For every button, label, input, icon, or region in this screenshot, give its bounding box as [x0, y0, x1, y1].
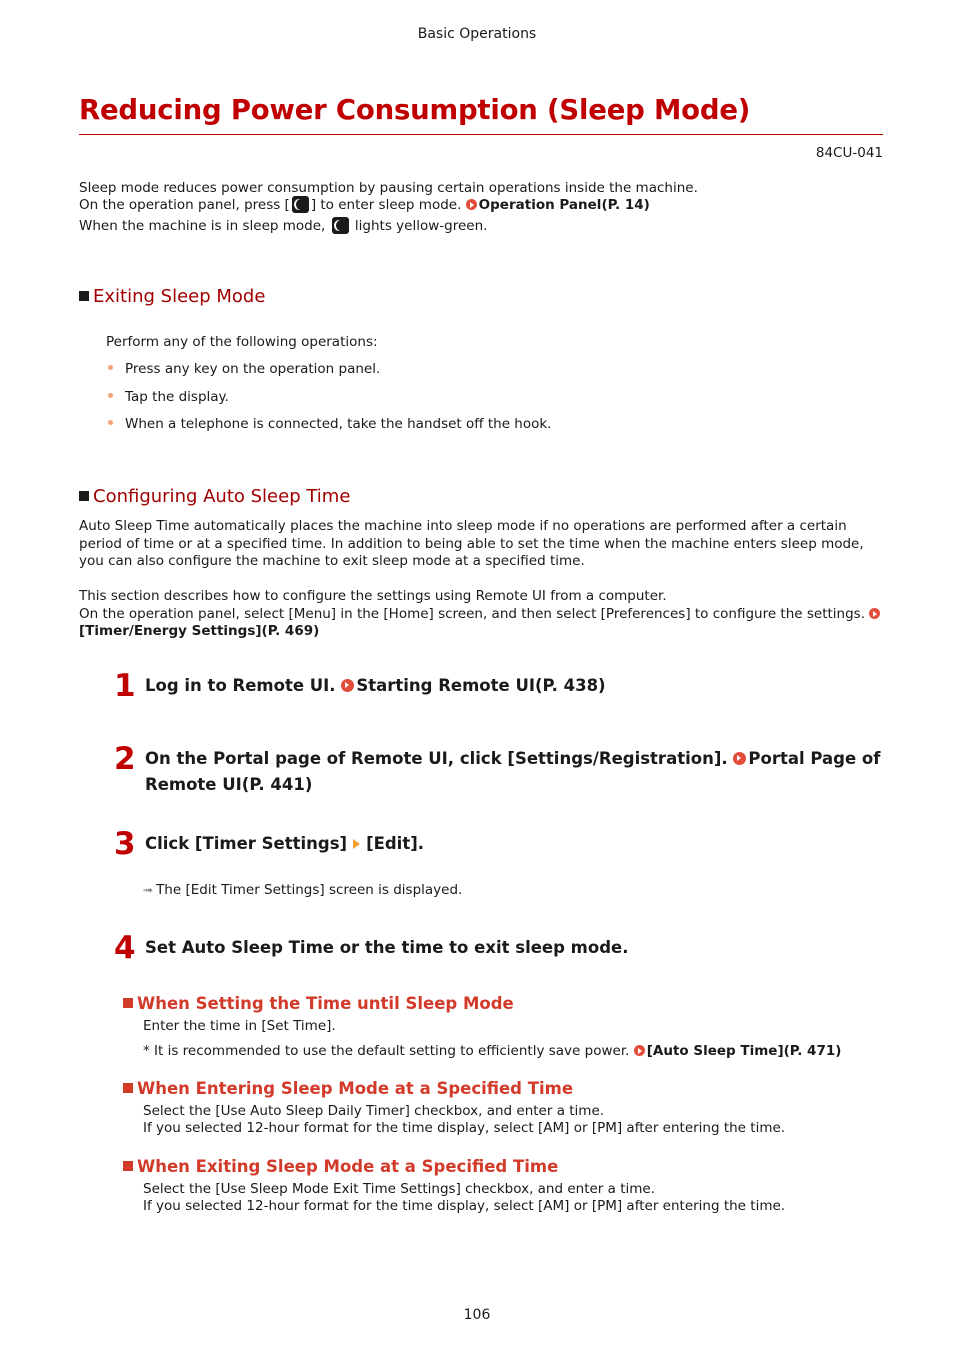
intro-line-3	[79, 217, 487, 235]
subsection-note-text: * It is recommended to use the default setting to efficiently save power.	[143, 1043, 630, 1059]
page-number: 106	[463, 1307, 491, 1323]
step-1-text	[145, 673, 606, 699]
running-header: Basic Operations	[417, 26, 537, 42]
step-1-instruction: Log in to Remote UI.	[145, 676, 336, 695]
heading-square-icon	[79, 491, 89, 501]
intro-line-3-pre: When the machine is in sleep mode,	[79, 218, 326, 234]
title-divider	[79, 134, 883, 135]
list-item-text: Press any key on the operation panel.	[125, 361, 381, 377]
subsection-heading-label: When Entering Sleep Mode at a Specified Time	[137, 1079, 574, 1098]
step-3-text	[145, 831, 424, 857]
subsection-heading	[123, 1079, 573, 1098]
subsection-line: Select the [Use Sleep Mode Exit Time Settings] checkbox, and enter a time.	[143, 1181, 655, 1197]
subsection-heading-label: When Exiting Sleep Mode at a Specified Time	[137, 1157, 559, 1176]
auto-sleep-time-link[interactable]	[634, 1043, 842, 1059]
configuring-para-line: Auto Sleep Time automatically places the machine into sleep mode if no operations are performed after a certain	[79, 518, 847, 534]
heading-square-icon	[79, 291, 89, 301]
step-number: 4	[114, 930, 136, 966]
page-title: Reducing Power Consumption (Sleep Mode)	[79, 94, 751, 126]
intro-line-2-pre: On the operation panel, press [	[79, 197, 290, 213]
section-heading-configuring	[79, 486, 350, 507]
sleep-key-icon	[332, 217, 349, 234]
menu-arrow-icon	[353, 839, 360, 849]
configuring-para2-line-2	[79, 605, 882, 623]
link-arrow-icon	[634, 1045, 645, 1056]
list-item	[108, 360, 380, 378]
auto-sleep-time-link-label: [Auto Sleep Time](P. 471)	[646, 1043, 842, 1059]
link-arrow-icon	[869, 608, 880, 619]
portal-page-link[interactable]	[733, 749, 880, 768]
step-2-instruction: On the Portal page of Remote UI, click [Settings/Registration].	[145, 749, 728, 768]
bullet-icon	[108, 420, 113, 425]
document-id: 84CU-041	[815, 145, 883, 161]
link-arrow-icon	[341, 679, 354, 692]
step-number: 2	[114, 741, 136, 777]
exiting-lead: Perform any of the following operations:	[106, 334, 378, 350]
starting-remote-ui-link[interactable]	[341, 676, 605, 695]
starting-remote-ui-link-label: Starting Remote UI(P. 438)	[356, 676, 606, 695]
operation-panel-link-label: Operation Panel(P. 14)	[478, 197, 650, 213]
bullet-icon	[108, 393, 113, 398]
subsection-heading	[123, 1157, 558, 1176]
subsection-heading-label: When Setting the Time until Sleep Mode	[137, 994, 514, 1013]
subsection-heading	[123, 994, 514, 1013]
bullet-icon	[108, 365, 113, 370]
sleep-key-icon	[292, 196, 309, 213]
configuring-para2-line-2-text: On the operation panel, select [Menu] in the [Home] screen, and then select [Preferences] to configure the settings.	[79, 606, 866, 622]
step-3-instruction-a: Click [Timer Settings]	[145, 834, 348, 853]
configuring-para-line: you can also configure the machine to exit sleep mode at a specified time.	[79, 553, 585, 569]
subsection-note	[143, 1042, 841, 1060]
list-item-text: Tap the display.	[125, 389, 229, 405]
subsection-line: If you selected 12-hour format for the time display, select [AM] or [PM] after entering the time.	[143, 1198, 786, 1214]
portal-page-link-label: Portal Page of	[748, 749, 881, 768]
section-heading-exiting-label: Exiting Sleep Mode	[93, 286, 266, 307]
list-item	[108, 415, 551, 433]
step-3-instruction-b: [Edit].	[366, 834, 425, 853]
step-3-result	[143, 881, 462, 899]
step-2-text	[145, 746, 880, 772]
step-number: 3	[114, 826, 136, 862]
heading-square-icon	[123, 1161, 133, 1171]
link-arrow-icon	[733, 752, 746, 765]
intro-line-2	[79, 196, 650, 214]
list-item	[108, 388, 229, 406]
heading-square-icon	[123, 998, 133, 1008]
step-3-result-text: The [Edit Timer Settings] screen is displayed.	[156, 882, 463, 898]
subsection-line: Enter the time in [Set Time].	[143, 1018, 336, 1034]
configuring-para2-line-1: This section describes how to configure the settings using Remote UI from a computer.	[79, 588, 667, 604]
intro-line-2-post: ] to enter sleep mode.	[310, 197, 462, 213]
intro-line-1: Sleep mode reduces power consumption by pausing certain operations inside the machine.	[79, 180, 698, 196]
subsection-line: Select the [Use Auto Sleep Daily Timer] checkbox, and enter a time.	[143, 1103, 605, 1119]
list-item-text: When a telephone is connected, take the handset off the hook.	[125, 416, 552, 432]
section-heading-exiting	[79, 286, 265, 307]
link-arrow-icon	[466, 199, 477, 210]
configuring-para-line: period of time or at a specified time. In addition to being able to set the time when the machine enters sleep mode,	[79, 536, 864, 552]
subsection-line: If you selected 12-hour format for the time display, select [AM] or [PM] after entering the time.	[143, 1120, 786, 1136]
portal-page-link-continued[interactable]: Remote UI(P. 441)	[145, 775, 313, 794]
step-number: 1	[114, 668, 136, 704]
intro-line-3-post: lights yellow-green.	[354, 218, 488, 234]
section-heading-configuring-label: Configuring Auto Sleep Time	[93, 486, 351, 507]
operation-panel-link[interactable]	[466, 197, 650, 213]
result-arrow-icon: ➟	[143, 883, 154, 897]
timer-energy-settings-link[interactable]: [Timer/Energy Settings](P. 469)	[79, 623, 320, 639]
step-4-text: Set Auto Sleep Time or the time to exit sleep mode.	[145, 938, 629, 957]
heading-square-icon	[123, 1083, 133, 1093]
